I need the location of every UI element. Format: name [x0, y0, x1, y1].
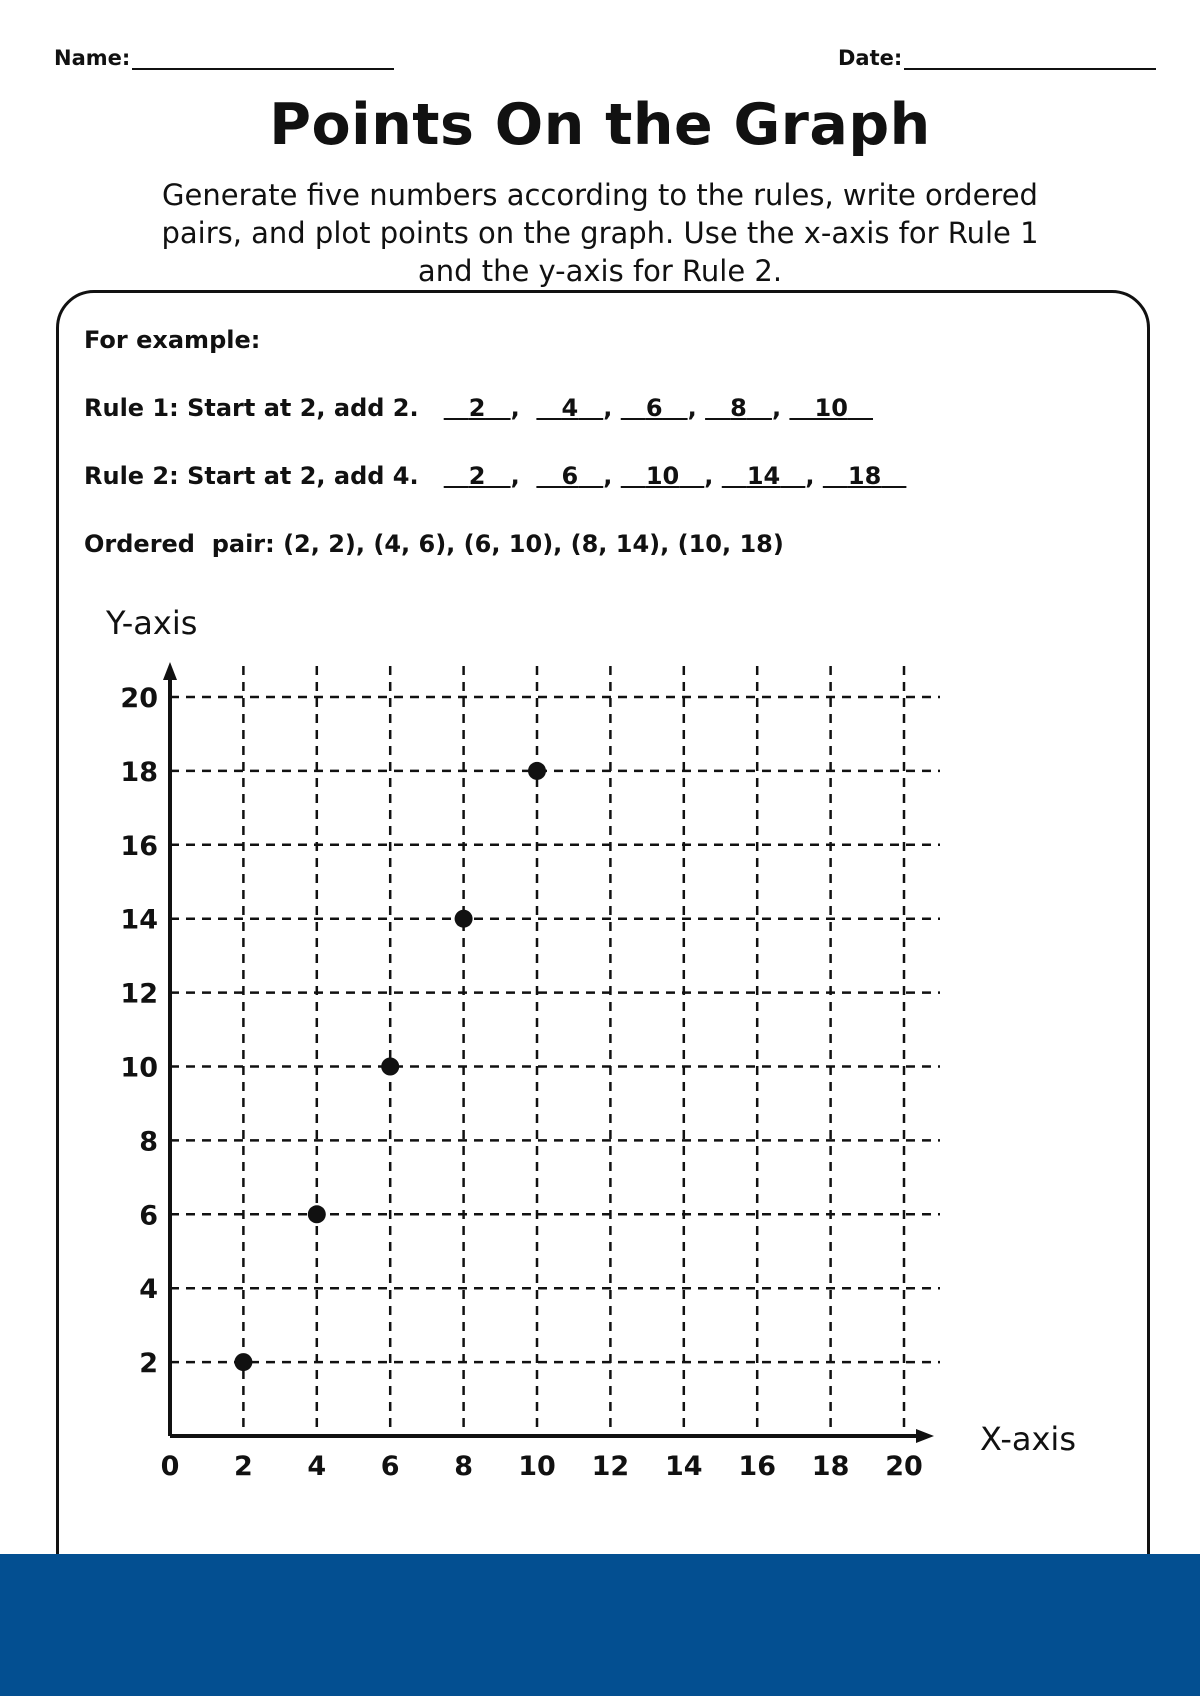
- x-tick-label-12: 12: [591, 1451, 630, 1482]
- rule-2-line: Rule 2: Start at 2, add 4. 2 , 6 , 10 , 14 , 18: [84, 462, 906, 490]
- rule-1-value-3: 6: [645, 394, 663, 422]
- x-tick-label-0: 0: [160, 1451, 180, 1482]
- x-tick-label-2: 2: [234, 1451, 253, 1482]
- ordered-pairs-line: Ordered pair: (2, 2), (4, 6), (6, 10), (8, 14), (10, 18): [84, 530, 784, 558]
- data-point-8-14: [455, 910, 473, 928]
- worksheet-title: Points On the Graph: [269, 92, 931, 158]
- rule-2-value-2: 6: [561, 462, 579, 490]
- y-tick-label-20: 20: [120, 683, 158, 714]
- data-point-4-6: [308, 1205, 326, 1223]
- x-tick-label-4: 4: [307, 1451, 327, 1482]
- example-label: For example:: [84, 326, 261, 354]
- rule-1-value-5: 10: [814, 394, 848, 422]
- x-tick-label-8: 8: [454, 1451, 473, 1482]
- y-tick-label-10: 10: [120, 1052, 158, 1084]
- y-tick-label-6: 6: [139, 1200, 158, 1232]
- x-axis-arrow: [916, 1429, 934, 1443]
- y-axis-arrow: [163, 662, 177, 680]
- data-point-2-2: [234, 1353, 252, 1371]
- instructions-text: Generate five numbers according to the rules, write ordered pairs, and plot points on the graph. Use the x-axis for Rule 1 and the y-axis for Rule 2.: [161, 178, 1039, 288]
- rule-2-value-3: 10: [645, 462, 680, 490]
- y-axis-label: Y-axis: [106, 604, 198, 642]
- rule-1-label: Rule 1: Start at 2, add 2.: [84, 394, 419, 422]
- rule-2-value-4: 14: [746, 462, 781, 490]
- y-tick-label-16: 16: [120, 830, 158, 862]
- x-tick-label-20: 20: [885, 1451, 923, 1482]
- rule-2-value-1: 2: [468, 462, 486, 490]
- x-axis-label: X-axis: [980, 1420, 1076, 1458]
- data-point-10-18: [528, 762, 546, 780]
- rule-1-value-4: 8: [730, 394, 747, 422]
- rule-2-label: Rule 2: Start at 2, add 4.: [84, 462, 419, 490]
- x-tick-label-16: 16: [738, 1451, 776, 1482]
- rule-1-value-1: 2: [468, 394, 486, 422]
- footer-band: [0, 1554, 1200, 1696]
- y-tick-label-18: 18: [120, 756, 158, 788]
- x-tick-label-18: 18: [811, 1451, 850, 1482]
- name-label: Name:: [54, 46, 131, 70]
- x-tick-label-6: 6: [380, 1451, 400, 1482]
- data-point-6-10: [381, 1058, 399, 1076]
- rule-2-value-5: 18: [847, 462, 882, 490]
- y-tick-label-8: 8: [139, 1126, 158, 1158]
- x-tick-label-10: 10: [518, 1451, 556, 1482]
- y-tick-label-12: 12: [120, 978, 158, 1010]
- rule-1-line: Rule 1: Start at 2, add 2. 2 , 4 , 6 , 8 , 10: [84, 394, 873, 422]
- y-tick-label-2: 2: [139, 1348, 158, 1380]
- x-tick-label-14: 14: [665, 1451, 703, 1482]
- y-tick-label-14: 14: [120, 904, 158, 936]
- y-tick-label-4: 4: [139, 1274, 158, 1306]
- date-label: Date:: [838, 46, 903, 70]
- rule-1-value-2: 4: [561, 394, 579, 422]
